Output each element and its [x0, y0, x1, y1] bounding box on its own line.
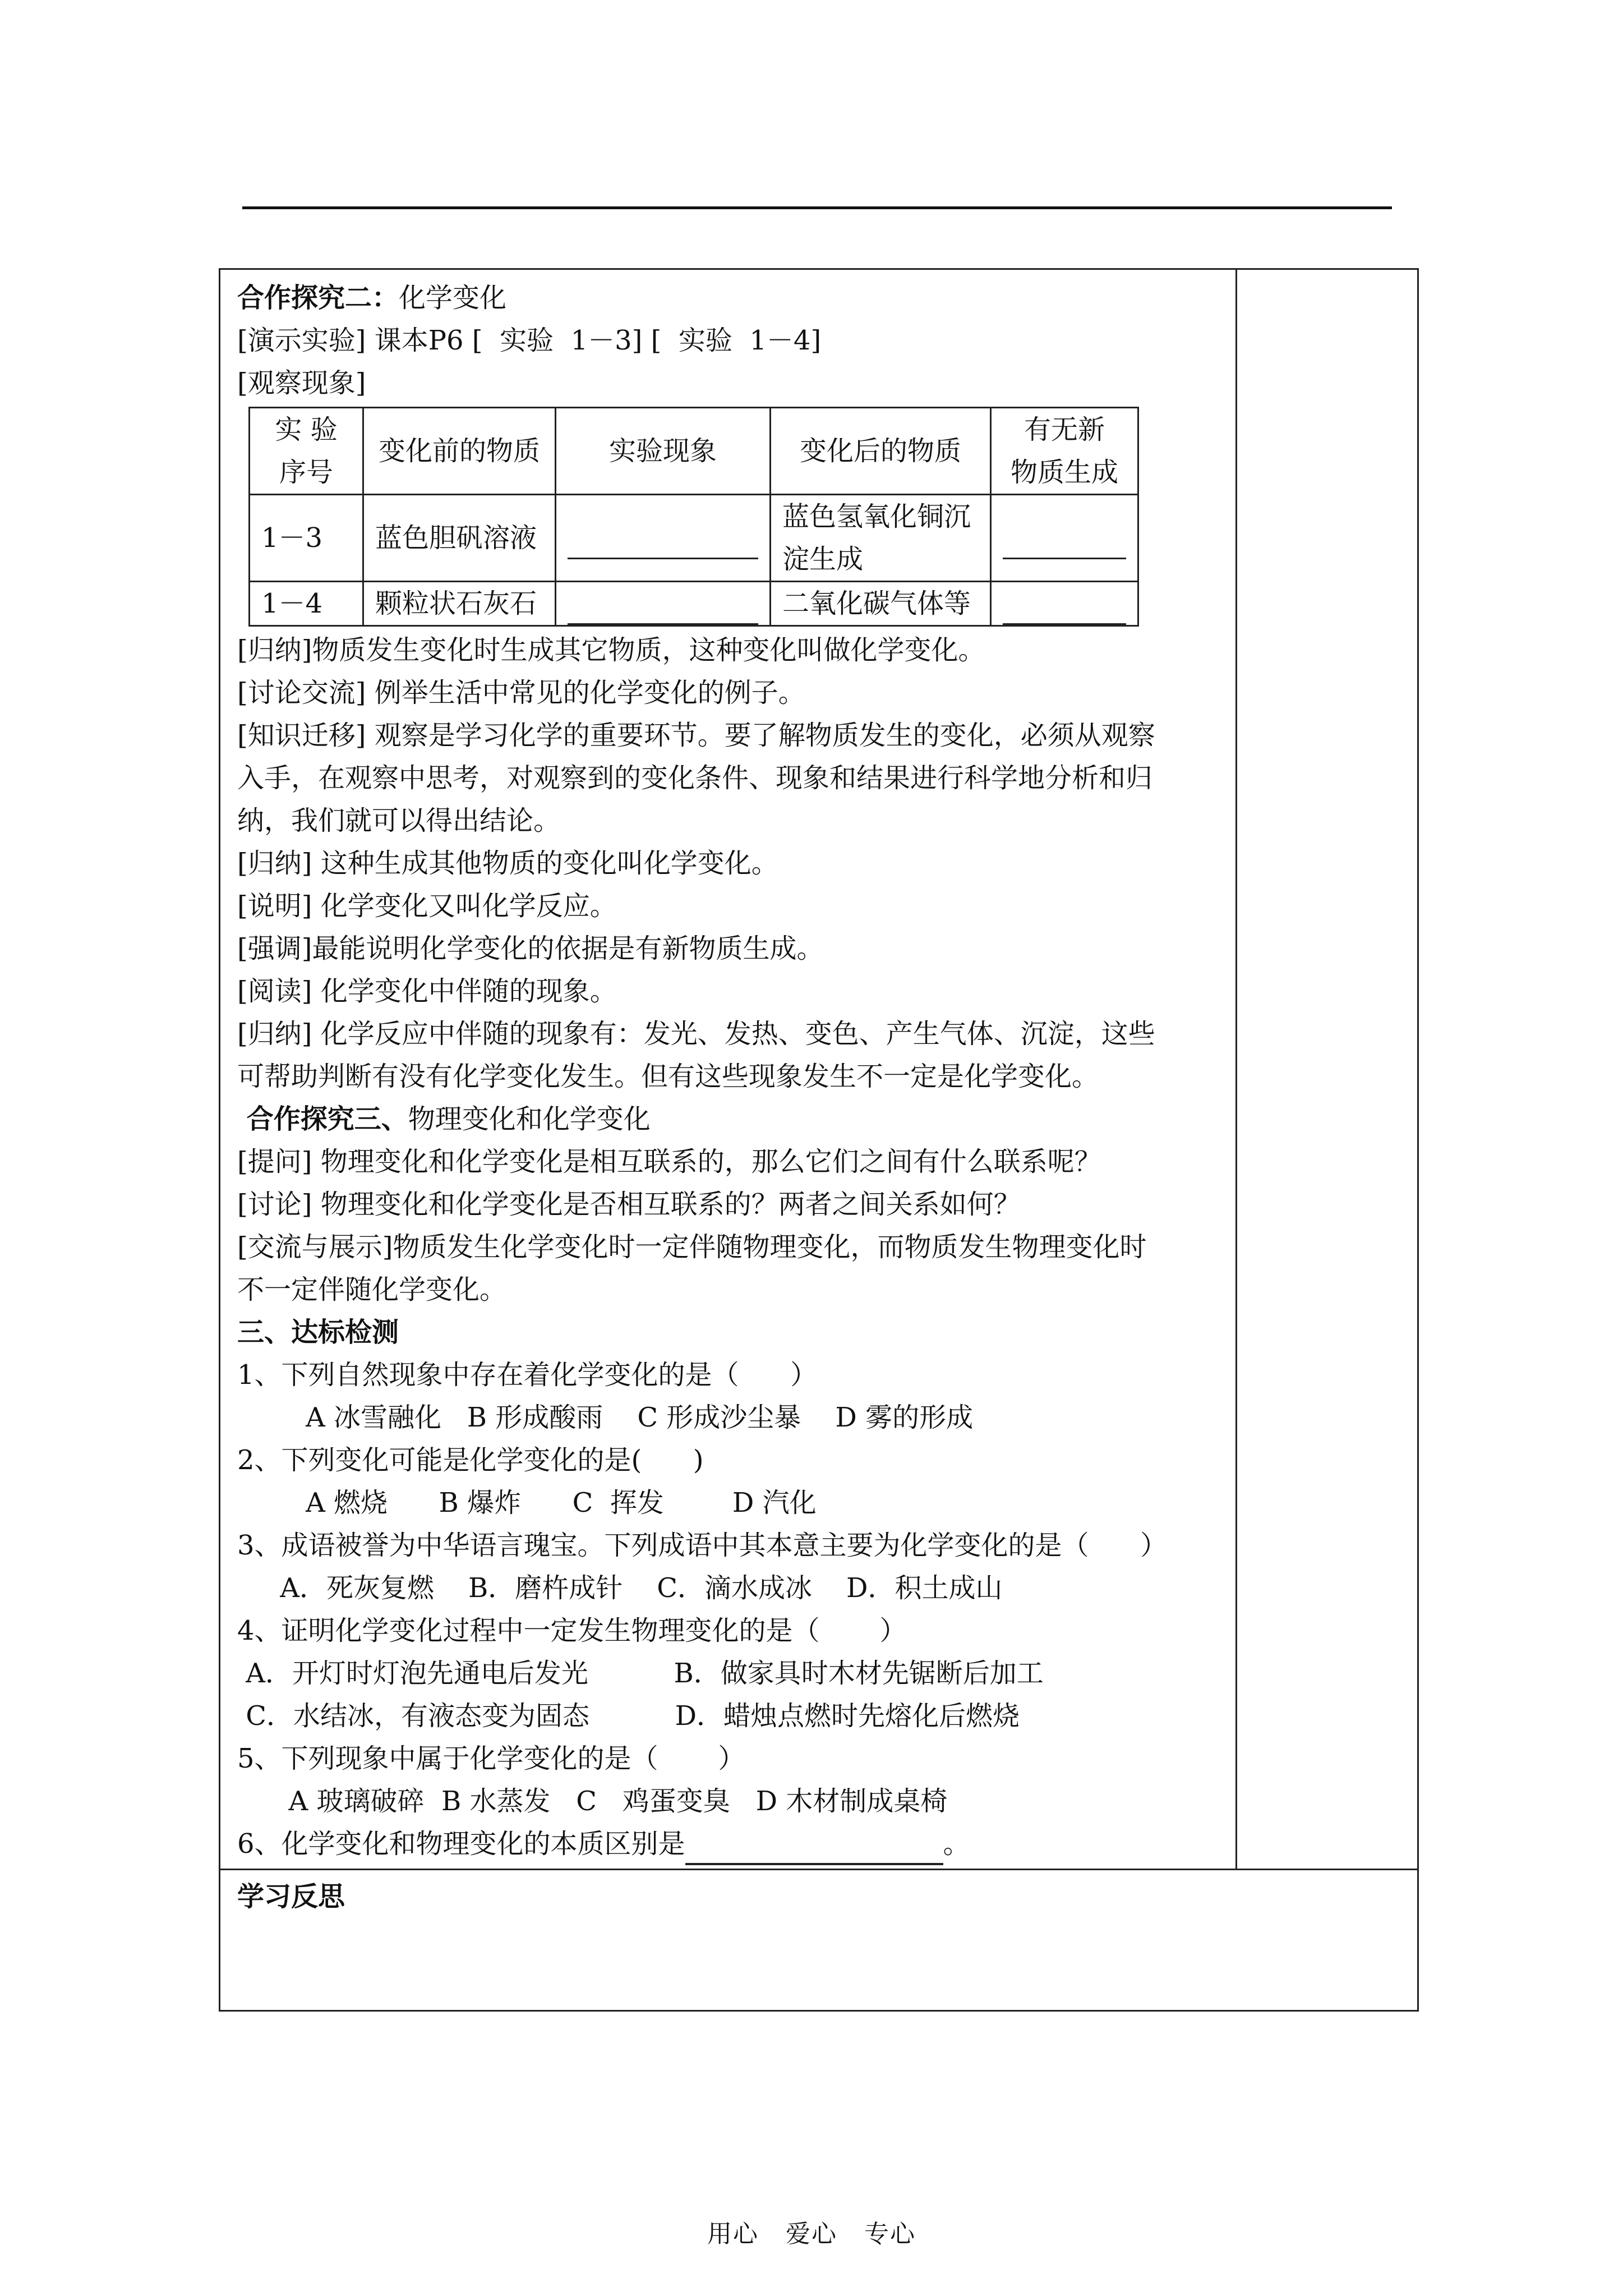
text-line: [阅读] 化学变化中伴随的现象。 [237, 976, 617, 1007]
question-4: 4、证明化学变化过程中一定发生物理变化的是（ ） [237, 1615, 907, 1646]
cell-before: 颗粒状石灰石 [363, 582, 556, 626]
question-2-options: A 燃烧 B 爆炸 C 挥发 D 汽化 [237, 1487, 817, 1519]
cell-phenomenon-blank[interactable] [556, 495, 771, 582]
text-line: [说明] 化学变化又叫化学反应。 [237, 890, 617, 922]
text-line: [归纳] 这种生成其他物质的变化叫化学变化。 [237, 848, 778, 879]
observation-table [248, 407, 1139, 627]
lesson-table [219, 268, 1419, 2012]
question-3-options: A．死灰复燃 B．磨杵成针 C．滴水成冰 D．积土成山 [237, 1572, 1003, 1604]
question-1: 1、下列自然现象中存在着化学变化的是（ ） [237, 1359, 818, 1391]
table-row [250, 582, 1138, 626]
text-line: 不一定伴随化学变化。 [237, 1274, 507, 1305]
answer-blank[interactable] [1003, 596, 1126, 625]
section3-heading: 合作探究三、物理变化和化学变化 [237, 1103, 651, 1135]
cell-before: 蓝色胆矾溶液 [363, 495, 556, 582]
text-line: [归纳] 化学反应中伴随的现象有：发光、发热、变色、产生气体、沉淀，这些 [237, 1018, 1155, 1050]
quiz-title: 三、达标检测 [237, 1317, 399, 1348]
cell-after: 蓝色氢氧化铜沉 淀生成 [771, 495, 991, 582]
demo-line: [演示实验] 课本P6 [ 实验 1－3] [ 实验 1－4] [237, 325, 822, 356]
notes-column-divider [1235, 270, 1237, 1869]
table-header-row [250, 408, 1138, 495]
header-after: 变化后的物质 [771, 408, 991, 495]
question-4-options-cd: C．水结冰，有液态变为固态 D．蜡烛点燃时先熔化后燃烧 [237, 1700, 1020, 1732]
cell-no: 1－4 [250, 582, 363, 626]
text-line: 纳，我们就可以得出结论。 [237, 805, 561, 836]
text-line: [强调]最能说明化学变化的依据是有新物质生成。 [237, 933, 824, 964]
cell-phenomenon-blank[interactable] [556, 582, 771, 626]
text-line: [讨论] 物理变化和化学变化是否相互联系的？两者之间关系如何？ [237, 1189, 1021, 1220]
cell-new-blank[interactable] [991, 582, 1138, 626]
question-3: 3、成语被誉为中华语言瑰宝。下列成语中其本意主要为化学变化的是（ ） [237, 1530, 1168, 1561]
section2-heading: 合作探究二：化学变化 [237, 282, 507, 314]
question-2: 2、下列变化可能是化学变化的是( ) [237, 1444, 704, 1476]
text-line: [知识迁移] 观察是学习化学的重要环节。要了解物质发生的变化，必须从观察 [237, 720, 1155, 751]
header-new: 有无新 物质生成 [991, 408, 1138, 495]
question-5: 5、下列现象中属于化学变化的是（ ） [237, 1743, 745, 1774]
answer-blank[interactable] [1003, 531, 1126, 559]
answer-blank[interactable] [568, 596, 758, 625]
question-4-options-ab: A．开灯时灯泡先通电后发光 B．做家具时木材先锯断后加工 [237, 1658, 1044, 1689]
lesson-content [237, 277, 1230, 1865]
header-before: 变化前的物质 [363, 408, 556, 495]
text-line: [讨论交流] 例举生活中常见的化学变化的例子。 [237, 677, 805, 708]
header-no: 实 验 序号 [250, 408, 363, 495]
answer-blank[interactable] [685, 1835, 943, 1865]
page-footer: 用心 爱心 专心 [707, 2220, 916, 2248]
question-5-options: A 玻璃破碎 B 水蒸发 C 鸡蛋变臭 D 木材制成桌椅 [237, 1786, 948, 1817]
cell-after: 二氧化碳气体等 [771, 582, 991, 626]
question-6: 6、化学变化和物理变化的本质区别是 。 [237, 1823, 1230, 1865]
text-line: [提问] 物理变化和化学变化是相互联系的，那么它们之间有什么联系呢？ [237, 1146, 1101, 1177]
reflection-divider [220, 1869, 1417, 1870]
cell-no: 1－3 [250, 495, 363, 582]
header-rule [242, 206, 1392, 209]
text-line: [交流与展示]物质发生化学变化时一定伴随物理变化，而物质发生物理变化时 [237, 1231, 1147, 1263]
question-1-options: A 冰雪融化 B 形成酸雨 C 形成沙尘暴 D 雾的形成 [237, 1402, 974, 1433]
table-row [250, 495, 1138, 582]
header-phenomenon: 实验现象 [556, 408, 771, 495]
observe-line: [观察现象] [237, 367, 366, 399]
text-line: 可帮助判断有没有化学变化发生。但有这些现象发生不一定是化学变化。 [237, 1061, 1099, 1092]
text-line: [归纳]物质发生变化时生成其它物质，这种变化叫做化学变化。 [237, 634, 985, 666]
answer-blank[interactable] [568, 531, 758, 559]
text-line: 入手，在观察中思考，对观察到的变化条件、现象和结果进行科学地分析和归 [237, 762, 1153, 794]
cell-new-blank[interactable] [991, 495, 1138, 582]
reflection-title: 学习反思 [237, 1881, 345, 1912]
